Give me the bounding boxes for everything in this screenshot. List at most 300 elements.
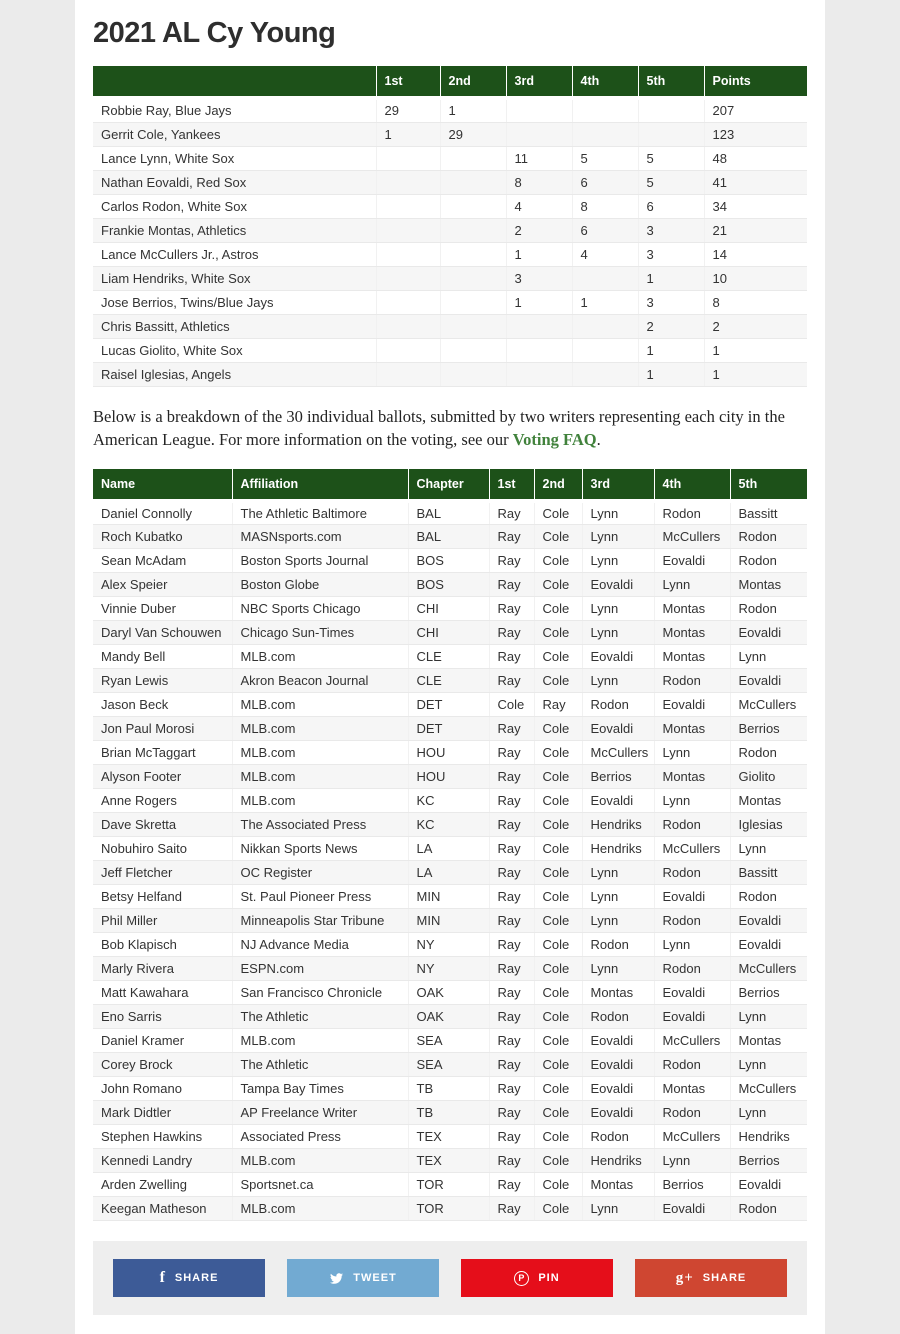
table-cell (440, 266, 506, 290)
table-cell: 1 (506, 290, 572, 314)
table-cell (376, 194, 440, 218)
table-row (93, 1173, 807, 1197)
table-cell: Eovaldi (654, 1197, 730, 1221)
table-cell (376, 290, 440, 314)
table-cell: Ray (489, 1029, 534, 1053)
table-cell: Cole (534, 597, 582, 621)
table-cell: Rodon (654, 501, 730, 525)
table-cell (572, 362, 638, 386)
table-row (93, 242, 807, 266)
table-cell: Associated Press (232, 1125, 408, 1149)
table-cell: Minneapolis Star Tribune (232, 909, 408, 933)
table-cell: 1 (506, 242, 572, 266)
table-cell: Hendriks (582, 1149, 654, 1173)
table-row (93, 741, 807, 765)
table-cell: Jason Beck (93, 693, 232, 717)
table-cell: Ray (489, 597, 534, 621)
table-cell: Cole (534, 1149, 582, 1173)
table-cell: 6 (572, 170, 638, 194)
table-cell: Boston Globe (232, 573, 408, 597)
table-cell: Kennedi Landry (93, 1149, 232, 1173)
table-cell: Rodon (582, 933, 654, 957)
table-cell: Cole (534, 765, 582, 789)
table-cell: Akron Beacon Journal (232, 669, 408, 693)
table-cell: Nikkan Sports News (232, 837, 408, 861)
table-cell: Dave Skretta (93, 813, 232, 837)
table-cell: Daniel Kramer (93, 1029, 232, 1053)
table-cell (376, 314, 440, 338)
table-cell: 5 (638, 146, 704, 170)
table-row (93, 861, 807, 885)
table-row (93, 122, 807, 146)
table-cell: The Associated Press (232, 813, 408, 837)
table-cell: Jeff Fletcher (93, 861, 232, 885)
table-cell: Cole (489, 693, 534, 717)
table-cell: TB (408, 1101, 489, 1125)
table-cell: Cole (534, 741, 582, 765)
voting-faq-link[interactable]: Voting FAQ (512, 429, 597, 449)
table-cell: Chris Bassitt, Athletics (93, 314, 376, 338)
table-cell: BAL (408, 501, 489, 525)
table-cell: Eovaldi (730, 909, 807, 933)
table-cell: Montas (654, 645, 730, 669)
column-header: 2nd (534, 469, 582, 501)
table-cell: Giolito (730, 765, 807, 789)
table-cell (572, 122, 638, 146)
table-cell: Cole (534, 909, 582, 933)
twitter-tweet-button[interactable] (287, 1259, 439, 1297)
table-cell: Eovaldi (582, 717, 654, 741)
table-cell (440, 194, 506, 218)
table-cell: The Athletic (232, 1053, 408, 1077)
table-cell: 123 (704, 122, 807, 146)
table-cell: Rodon (654, 1053, 730, 1077)
table-row (93, 645, 807, 669)
table-cell: Roch Kubatko (93, 525, 232, 549)
table-cell: Corey Brock (93, 1053, 232, 1077)
table-cell: HOU (408, 741, 489, 765)
table-cell: Ray (489, 741, 534, 765)
table-cell: Lynn (654, 1149, 730, 1173)
table-row (93, 98, 807, 122)
table-cell: Rodon (654, 1101, 730, 1125)
table-cell (506, 338, 572, 362)
table-cell: Lynn (582, 621, 654, 645)
table-cell: Ray (489, 1005, 534, 1029)
table-row (93, 621, 807, 645)
table-cell: Rodon (654, 909, 730, 933)
facebook-icon: f (159, 1269, 166, 1286)
table-row (93, 338, 807, 362)
table-cell: TEX (408, 1149, 489, 1173)
table-cell: Lynn (582, 957, 654, 981)
table-cell (376, 338, 440, 362)
table-cell: Lynn (654, 789, 730, 813)
table-cell: Eovaldi (730, 669, 807, 693)
table-cell: Vinnie Duber (93, 597, 232, 621)
table-cell: Nobuhiro Saito (93, 837, 232, 861)
table-cell (638, 122, 704, 146)
table-cell: Ray (489, 501, 534, 525)
table-cell: Hendriks (730, 1125, 807, 1149)
table-cell: Rodon (654, 957, 730, 981)
table-cell: Cole (534, 1101, 582, 1125)
table-cell: Jon Paul Morosi (93, 717, 232, 741)
table-cell: Ryan Lewis (93, 669, 232, 693)
facebook-share-label: SHARE (174, 1272, 219, 1284)
table-cell: Berrios (654, 1173, 730, 1197)
table-cell: Cole (534, 1005, 582, 1029)
table-cell: Lynn (730, 1101, 807, 1125)
column-header: 1st (489, 469, 534, 501)
table-cell: 3 (638, 242, 704, 266)
table-cell: Phil Miller (93, 909, 232, 933)
table-cell: MLB.com (232, 765, 408, 789)
table-cell: Ray (489, 1173, 534, 1197)
table-cell: Berrios (582, 765, 654, 789)
table-cell: Montas (654, 621, 730, 645)
table-cell: Lynn (582, 669, 654, 693)
table-cell: AP Freelance Writer (232, 1101, 408, 1125)
table-row (93, 885, 807, 909)
table-cell (376, 218, 440, 242)
table-cell: The Athletic Baltimore (232, 501, 408, 525)
individual-ballots-table (93, 469, 807, 1222)
table-cell: 1 (638, 338, 704, 362)
table-cell (506, 362, 572, 386)
table-cell: McCullers (654, 525, 730, 549)
table-cell: Eovaldi (654, 693, 730, 717)
table-cell: McCullers (654, 1029, 730, 1053)
table-cell: BAL (408, 525, 489, 549)
table-cell: Eovaldi (582, 1053, 654, 1077)
table-cell: MLB.com (232, 1149, 408, 1173)
table-cell: Mandy Bell (93, 645, 232, 669)
table-row (93, 693, 807, 717)
pinterest-pin-label: PIN (538, 1272, 560, 1284)
table-cell: Eovaldi (654, 885, 730, 909)
facebook-share-button[interactable] (113, 1259, 265, 1297)
table-row (93, 933, 807, 957)
table-cell: Daniel Connolly (93, 501, 232, 525)
googleplus-share-button[interactable] (635, 1259, 787, 1297)
table-cell: Lynn (582, 501, 654, 525)
table-cell (440, 290, 506, 314)
table-cell: KC (408, 813, 489, 837)
table-row (93, 1077, 807, 1101)
table-cell: Bassitt (730, 501, 807, 525)
table-cell: Lynn (582, 885, 654, 909)
table-cell: Ray (489, 573, 534, 597)
table-cell: SEA (408, 1029, 489, 1053)
table-cell: 29 (440, 122, 506, 146)
table-cell: Cole (534, 813, 582, 837)
table-cell: Ray (489, 1149, 534, 1173)
table-cell: 1 (376, 122, 440, 146)
table-cell: Cole (534, 1053, 582, 1077)
table-cell: Rodon (730, 549, 807, 573)
table-cell (572, 266, 638, 290)
table-cell: Rodon (582, 1005, 654, 1029)
table-cell: McCullers (654, 837, 730, 861)
table-cell (440, 314, 506, 338)
table-cell: McCullers (654, 1125, 730, 1149)
table-cell (376, 146, 440, 170)
table-cell: Montas (582, 1173, 654, 1197)
table-cell: Arden Zwelling (93, 1173, 232, 1197)
table-cell (376, 242, 440, 266)
table-cell: Berrios (730, 981, 807, 1005)
table-cell: 1 (638, 362, 704, 386)
table-cell: Sean McAdam (93, 549, 232, 573)
table-cell: Eovaldi (654, 981, 730, 1005)
table-cell: CLE (408, 645, 489, 669)
table-cell: Bassitt (730, 861, 807, 885)
table-cell: Hendriks (582, 813, 654, 837)
table-cell: Eovaldi (730, 933, 807, 957)
table-cell: Stephen Hawkins (93, 1125, 232, 1149)
table-row (93, 1101, 807, 1125)
table-cell (506, 98, 572, 122)
table-cell: Berrios (730, 1149, 807, 1173)
table-cell (506, 122, 572, 146)
table-cell: Montas (730, 789, 807, 813)
page-title: 2021 AL Cy Young (93, 17, 336, 49)
table-cell: Cole (534, 837, 582, 861)
table-cell: Ray (489, 957, 534, 981)
table-cell: McCullers (730, 957, 807, 981)
table-cell: Ray (489, 1197, 534, 1221)
table-cell: Lynn (654, 741, 730, 765)
table-cell: BOS (408, 549, 489, 573)
table-row (93, 837, 807, 861)
table-cell: Ray (489, 789, 534, 813)
cy-young-summary-table (93, 66, 807, 387)
table-cell: SEA (408, 1053, 489, 1077)
table-cell: Rodon (730, 525, 807, 549)
table-cell: 8 (572, 194, 638, 218)
table-cell: NY (408, 957, 489, 981)
table-cell: Cole (534, 885, 582, 909)
table-cell: TOR (408, 1173, 489, 1197)
column-header: 1st (376, 66, 440, 98)
table-row (93, 981, 807, 1005)
table-cell: Lynn (730, 1005, 807, 1029)
table-cell: Eovaldi (582, 1077, 654, 1101)
table-cell: MASNsports.com (232, 525, 408, 549)
table-cell: MLB.com (232, 1197, 408, 1221)
table-cell: 5 (572, 146, 638, 170)
table-row (93, 1029, 807, 1053)
table-cell (440, 242, 506, 266)
table-cell: 5 (638, 170, 704, 194)
table-cell: Ray (489, 765, 534, 789)
pinterest-pin-button[interactable] (461, 1259, 613, 1297)
table-cell: 41 (704, 170, 807, 194)
table-cell: OAK (408, 981, 489, 1005)
table-row (93, 597, 807, 621)
table-cell: 11 (506, 146, 572, 170)
table-cell: McCullers (730, 1077, 807, 1101)
table-cell: CHI (408, 621, 489, 645)
table-cell: The Athletic (232, 1005, 408, 1029)
table-cell: Eovaldi (730, 621, 807, 645)
table-cell: Ray (534, 693, 582, 717)
column-header: 3rd (506, 66, 572, 98)
table-cell: TB (408, 1077, 489, 1101)
table-row (93, 1005, 807, 1029)
table-cell: Lynn (654, 573, 730, 597)
table-row (93, 549, 807, 573)
table-cell: Cole (534, 717, 582, 741)
summary-table-header (93, 66, 807, 98)
column-header: 4th (572, 66, 638, 98)
table-cell: Lynn (582, 597, 654, 621)
table-row (93, 525, 807, 549)
table-cell: LA (408, 861, 489, 885)
table-cell: Ray (489, 1125, 534, 1149)
table-cell: Lynn (582, 909, 654, 933)
table-row (93, 789, 807, 813)
table-cell: Cole (534, 1173, 582, 1197)
column-header: Chapter (408, 469, 489, 501)
table-cell: Montas (730, 1029, 807, 1053)
table-cell: Eovaldi (582, 573, 654, 597)
table-cell: Ray (489, 525, 534, 549)
table-cell: Montas (582, 981, 654, 1005)
table-cell: Cole (534, 789, 582, 813)
table-cell: DET (408, 693, 489, 717)
table-cell: Marly Rivera (93, 957, 232, 981)
table-cell: Lynn (582, 861, 654, 885)
table-cell: Montas (654, 1077, 730, 1101)
table-cell: Rodon (582, 1125, 654, 1149)
table-cell: 8 (704, 290, 807, 314)
table-cell: CHI (408, 597, 489, 621)
table-row (93, 1197, 807, 1221)
table-cell: 34 (704, 194, 807, 218)
table-cell: MLB.com (232, 741, 408, 765)
table-row (93, 1125, 807, 1149)
table-row (93, 1053, 807, 1077)
table-cell: Lance McCullers Jr., Astros (93, 242, 376, 266)
table-cell: Jose Berrios, Twins/Blue Jays (93, 290, 376, 314)
table-cell: DET (408, 717, 489, 741)
table-cell: 1 (572, 290, 638, 314)
table-cell: Cole (534, 573, 582, 597)
column-header: Name (93, 469, 232, 501)
table-cell: Ray (489, 909, 534, 933)
table-cell: Ray (489, 813, 534, 837)
table-cell: Robbie Ray, Blue Jays (93, 98, 376, 122)
table-cell: MLB.com (232, 717, 408, 741)
twitter-tweet-label: TWEET (353, 1272, 397, 1284)
column-header: 3rd (582, 469, 654, 501)
table-row (93, 314, 807, 338)
table-cell: Ray (489, 645, 534, 669)
table-row (93, 170, 807, 194)
table-cell: TEX (408, 1125, 489, 1149)
table-cell (506, 314, 572, 338)
table-cell: MIN (408, 885, 489, 909)
table-cell: Eno Sarris (93, 1005, 232, 1029)
table-cell: Ray (489, 621, 534, 645)
table-cell (440, 362, 506, 386)
table-cell: Keegan Matheson (93, 1197, 232, 1221)
table-cell: Cole (534, 621, 582, 645)
table-cell: OAK (408, 1005, 489, 1029)
table-cell: Ray (489, 933, 534, 957)
table-cell: 2 (506, 218, 572, 242)
table-cell: MLB.com (232, 645, 408, 669)
table-row (93, 362, 807, 386)
table-cell: MLB.com (232, 1029, 408, 1053)
table-cell: Ray (489, 981, 534, 1005)
table-cell: Lynn (730, 1053, 807, 1077)
pinterest-icon: P (514, 1271, 529, 1286)
table-cell: Gerrit Cole, Yankees (93, 122, 376, 146)
table-cell: Lynn (730, 837, 807, 861)
table-cell: Ray (489, 717, 534, 741)
table-cell (440, 338, 506, 362)
table-cell: Lucas Giolito, White Sox (93, 338, 376, 362)
table-cell: Lynn (582, 549, 654, 573)
table-cell: 6 (572, 218, 638, 242)
table-cell: MLB.com (232, 789, 408, 813)
table-cell: HOU (408, 765, 489, 789)
table-cell: Ray (489, 669, 534, 693)
table-cell: 1 (704, 362, 807, 386)
column-header: 2nd (440, 66, 506, 98)
table-cell: Ray (489, 1077, 534, 1101)
table-cell: Montas (654, 597, 730, 621)
table-cell: Chicago Sun-Times (232, 621, 408, 645)
table-row (93, 909, 807, 933)
table-cell: Rodon (730, 741, 807, 765)
table-cell: 29 (376, 98, 440, 122)
table-cell: Alyson Footer (93, 765, 232, 789)
table-cell: Rodon (654, 669, 730, 693)
table-cell (572, 338, 638, 362)
table-cell: Cole (534, 645, 582, 669)
ballots-table-header (93, 469, 807, 501)
table-cell: 1 (704, 338, 807, 362)
table-cell: Alex Speier (93, 573, 232, 597)
column-header: Affiliation (232, 469, 408, 501)
table-cell: 3 (638, 290, 704, 314)
column-header (93, 66, 376, 98)
table-cell: Rodon (654, 861, 730, 885)
social-share-bar (93, 1241, 807, 1315)
table-cell: Rodon (730, 597, 807, 621)
table-cell: San Francisco Chronicle (232, 981, 408, 1005)
table-cell: 6 (638, 194, 704, 218)
table-cell: Mark Didtler (93, 1101, 232, 1125)
table-cell: Cole (534, 981, 582, 1005)
article-content (75, 0, 825, 1334)
table-cell: NBC Sports Chicago (232, 597, 408, 621)
table-cell: Rodon (730, 885, 807, 909)
table-cell: 207 (704, 98, 807, 122)
table-cell: Rodon (730, 1197, 807, 1221)
table-cell: 4 (506, 194, 572, 218)
table-cell: MIN (408, 909, 489, 933)
table-cell (440, 170, 506, 194)
table-cell (376, 266, 440, 290)
table-cell: CLE (408, 669, 489, 693)
table-cell: Ray (489, 1053, 534, 1077)
table-cell: Berrios (730, 717, 807, 741)
